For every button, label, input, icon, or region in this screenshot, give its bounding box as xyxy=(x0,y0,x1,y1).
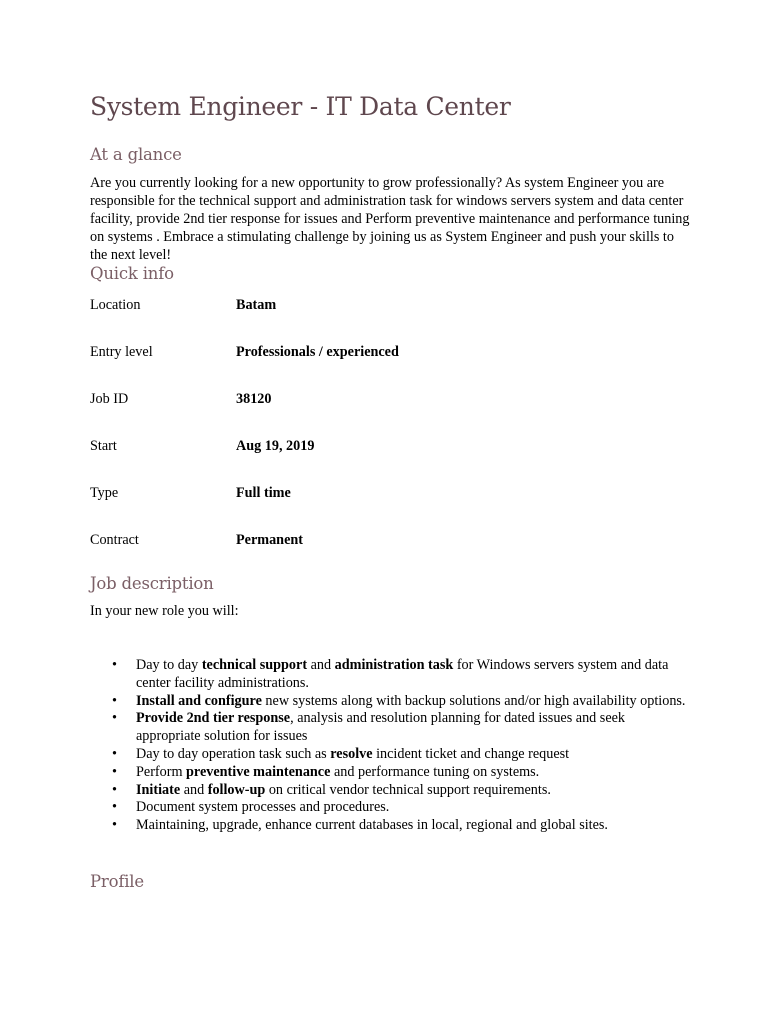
item-text: Day to day xyxy=(136,657,202,673)
quick-info-row-type xyxy=(90,485,650,505)
item-bold-text: Provide 2nd tier response xyxy=(136,710,291,727)
bullet-icon: • xyxy=(112,692,117,709)
at-a-glance-text: Are you currently looking for a new opportunity to grow professionally? As system Engineer you are responsible for the technical support and administration task for windows servers system and data center facility, provide 2nd tier response for issues and Perform preventive maintenance and performance tuning on systems . Embrace a stimulating challenge by joining us as System Engineer and push your skills to the next level! xyxy=(90,175,690,263)
quick-info-label: Contract xyxy=(90,532,139,548)
item-text: and xyxy=(180,781,208,798)
item-text: and performance tuning on systems. xyxy=(330,763,540,780)
job-description-intro: In your new role you will: xyxy=(90,603,239,619)
item-text: Day to day operation task such as xyxy=(136,745,331,762)
quick-info-heading: Quick info xyxy=(90,264,174,283)
item-text: and xyxy=(307,657,335,673)
item-bold-text: resolve xyxy=(330,745,373,762)
item-bold-text: administration task xyxy=(334,657,454,673)
list-item xyxy=(90,799,690,817)
bullet-icon: • xyxy=(112,657,117,673)
quick-info-value: Batam xyxy=(236,297,277,313)
item-text: Perform xyxy=(136,763,187,780)
profile-heading: Profile xyxy=(90,872,144,891)
quick-info-row-entry-level xyxy=(90,344,650,364)
quick-info-value: Permanent xyxy=(236,532,303,548)
item-text: for Windows servers system and data center facility administrations. xyxy=(136,657,669,691)
item-bold-text: technical support xyxy=(201,657,308,673)
item-text: Maintaining, upgrade, enhance current databases in local, regional and global sites. xyxy=(136,817,608,834)
item-text: on critical vendor technical support requirements. xyxy=(265,781,551,798)
bullet-icon: • xyxy=(112,799,117,816)
list-item xyxy=(90,710,690,746)
quick-info-row-contract xyxy=(90,532,650,552)
quick-info-value: 38120 xyxy=(236,391,272,407)
item-bold-text: preventive maintenance xyxy=(186,763,331,780)
list-item xyxy=(90,764,690,782)
quick-info-label: Location xyxy=(90,297,141,313)
quick-info-value: Full time xyxy=(236,485,291,501)
list-item xyxy=(90,693,690,711)
bullet-icon: • xyxy=(112,817,117,834)
duties-list xyxy=(90,657,690,835)
item-bold-text: follow-up xyxy=(207,781,266,798)
item-text: , analysis and resolution planning for dated issues and seek appropriate solution for issues xyxy=(136,710,626,745)
list-item xyxy=(90,817,690,835)
bullet-icon: • xyxy=(112,745,117,762)
item-text: incident ticket and change request xyxy=(372,745,570,762)
quick-info-row-start xyxy=(90,438,650,458)
item-text: Document system processes and procedures. xyxy=(136,799,390,816)
bullet-icon: • xyxy=(112,763,117,780)
job-description-heading: Job description xyxy=(90,574,214,593)
bullet-icon: • xyxy=(112,710,117,727)
quick-info-label: Job ID xyxy=(90,391,129,407)
item-bold-text: Initiate xyxy=(136,781,181,798)
quick-info-label: Type xyxy=(90,485,119,501)
quick-info-value: Professionals / experienced xyxy=(236,344,399,360)
quick-info-label: Entry level xyxy=(90,344,153,360)
at-a-glance-heading: At a glance xyxy=(90,145,182,164)
quick-info-row-job-id xyxy=(90,391,650,411)
quick-info-value: Aug 19, 2019 xyxy=(236,438,315,454)
quick-info-label: Start xyxy=(90,438,117,454)
list-item xyxy=(90,657,690,693)
bullet-icon: • xyxy=(112,781,117,798)
item-text: new systems along with backup solutions and/or high availability options. xyxy=(261,692,686,709)
list-item xyxy=(90,746,690,764)
quick-info-row-location xyxy=(90,297,650,317)
list-item xyxy=(90,782,690,800)
page-title: System Engineer - IT Data Center xyxy=(90,92,511,121)
item-bold-text: Install and configure xyxy=(136,692,262,709)
